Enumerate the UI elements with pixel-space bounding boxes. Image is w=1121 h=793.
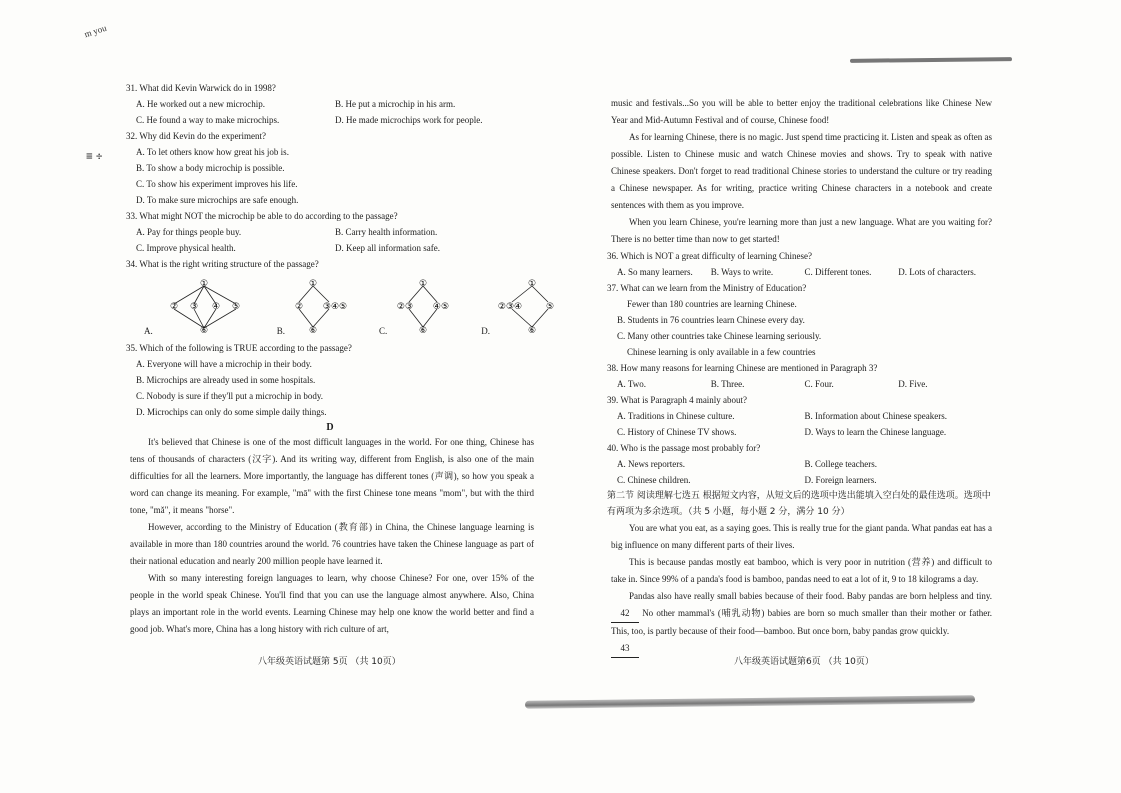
node-top: ① bbox=[199, 279, 208, 289]
question-33 bbox=[126, 208, 534, 256]
question-stem: 33. What might NOT the microchip be able to do according to the passage? bbox=[126, 211, 398, 221]
paragraph-text: Pandas also have really small babies because of their food. Baby pandas are born helpless and tiny. bbox=[629, 591, 992, 601]
structure-diagram-c bbox=[393, 278, 453, 336]
question-37 bbox=[607, 280, 992, 360]
structure-diagram-b bbox=[291, 278, 351, 336]
options bbox=[126, 144, 534, 208]
diagram-label: D. bbox=[481, 326, 491, 336]
options bbox=[607, 408, 992, 440]
node-bottom: ⑥ bbox=[199, 326, 208, 336]
node-bottom: ⑥ bbox=[419, 326, 428, 336]
node-right: ③④⑤ bbox=[322, 302, 348, 312]
option-c: C. Different tones. bbox=[804, 267, 872, 277]
passage-paragraph bbox=[611, 588, 992, 640]
node-bottom: ⑥ bbox=[527, 326, 537, 336]
option-b: B. Carry health information. bbox=[335, 227, 438, 237]
option-c: C. Nobody is sure if they'll put a microchip in body. bbox=[136, 391, 324, 401]
option-c: C. He found a way to make microchips. bbox=[136, 115, 280, 125]
question-stem: 34. What is the right writing structure of the passage? bbox=[126, 259, 319, 269]
binding-mark: ≡ ÷ bbox=[86, 149, 103, 163]
diagram-option-c bbox=[379, 278, 453, 336]
question-stem: 38. How many reasons for learning Chinese are mentioned in Paragraph 3? bbox=[607, 363, 878, 373]
option-a: A. To let others know how great his job is. bbox=[136, 147, 289, 157]
scan-artifact-bottom bbox=[525, 695, 975, 708]
option-b: B. College teachers. bbox=[804, 459, 877, 469]
option-b: B. He put a microchip in his arm. bbox=[335, 99, 456, 109]
option-b: B. Students in 76 countries learn Chinese every day. bbox=[617, 315, 805, 325]
structure-diagram-d bbox=[496, 278, 560, 336]
node-mid: ⑤ bbox=[231, 302, 240, 312]
structure-diagrams bbox=[144, 274, 555, 336]
question-stem: 40. Who is the passage most probably for? bbox=[607, 443, 761, 453]
option-a: A. Traditions in Chinese culture. bbox=[617, 411, 735, 421]
passage-paragraph: This is because pandas mostly eat bamboo, which is very poor in nutrition (营养) and difficult to take in. Since 99% of a panda's food is bamboo, pandas need to eat a lot of it, 9 to 18 kilograms a day. bbox=[611, 557, 992, 584]
option-a: A. Two. bbox=[617, 379, 646, 389]
structure-diagram-a bbox=[159, 278, 249, 336]
option-d: D. To make sure microchips are safe enough. bbox=[136, 195, 299, 205]
passage-paragraph: music and festivals...So you will be able to better enjoy the traditional celebrations like Chinese New Year and Mid-Autumn Festival and of course, Chinese food! bbox=[611, 98, 992, 125]
option-c: C. Chinese children. bbox=[617, 475, 691, 485]
corner-scan-text: m you bbox=[83, 22, 108, 40]
question-32 bbox=[126, 128, 534, 208]
question-34 bbox=[126, 256, 555, 336]
node-left: ② bbox=[294, 302, 304, 312]
options bbox=[126, 356, 534, 420]
option-b: B. To show a body microchip is possible. bbox=[136, 163, 285, 173]
option-b: B. Information about Chinese speakers. bbox=[804, 411, 947, 421]
option-d: D. He made microchips work for people. bbox=[335, 115, 483, 125]
options bbox=[607, 296, 992, 360]
options bbox=[126, 96, 534, 128]
question-39 bbox=[607, 392, 992, 440]
node-mid: ④ bbox=[211, 302, 220, 312]
question-stem: 39. What is Paragraph 4 mainly about? bbox=[607, 395, 748, 405]
node-mid: ③ bbox=[189, 302, 198, 312]
option-a: A. Everyone will have a microchip in their body. bbox=[136, 359, 312, 369]
node-bottom: ⑥ bbox=[308, 326, 318, 336]
option-d: D. Foreign learners. bbox=[804, 475, 877, 485]
node-mid: ② bbox=[169, 302, 178, 312]
right-page bbox=[607, 95, 992, 658]
question-31 bbox=[126, 80, 534, 128]
question-stem: 37. What can we learn from the Ministry of Education? bbox=[607, 283, 807, 293]
question-stem: 36. Which is NOT a great difficulty of learning Chinese? bbox=[607, 251, 812, 261]
answer-blank-42: 42 bbox=[611, 605, 639, 623]
passage-paragraph: However, according to the Ministry of Education (教育部) in China, the Chinese language learning is available in more than 180 countries around the world. 76 countries have taken the Chinese language as part of their national education and nearly 200 million people have learned it. bbox=[130, 522, 534, 566]
option-a: A. So many learners. bbox=[617, 267, 693, 277]
question-stem: 31. What did Kevin Warwick do in 1998? bbox=[126, 83, 276, 93]
passage-paragraph: It's believed that Chinese is one of the most difficult languages in the world. For one thing, Chinese has tens of thousands of characters (汉字). And its writing way, different from English, is also one of the main difficulties for all the learners. More importantly, the language has different tones (声调), so how you speak a word can change its meaning. For example, "mā" with the first Chinese tone means "mom", but with the third tone, "mǎ", it means "horse". bbox=[130, 437, 534, 515]
option-b: B. Three. bbox=[710, 379, 745, 389]
part-two-heading: 第二节 阅读理解七选五 根据短文内容，从短文后的选项中选出能填入空白处的最佳选项。选项中有两项为多余选项。（共 5 小题，每小题 2 分，满分 10 分） bbox=[607, 491, 991, 517]
diagram-option-a bbox=[144, 278, 249, 336]
options bbox=[126, 224, 534, 256]
question-35 bbox=[126, 340, 534, 420]
node-top: ① bbox=[527, 279, 537, 289]
option-d: D. Lots of characters. bbox=[898, 267, 976, 277]
passage-paragraph: When you learn Chinese, you're learning more than just a new language. What are you waiting for? There is no better time than now to get started! bbox=[611, 217, 992, 244]
diagram-label: B. bbox=[276, 326, 286, 336]
option-d: D. Ways to learn the Chinese language. bbox=[804, 427, 947, 437]
paragraph-text: No other mammal's (哺乳动物) babies are born so much smaller than their mother or father. This, too, is partly because of their food—bamboo. But once born, baby pandas grow quickly. bbox=[611, 608, 993, 636]
answer-blank-43: 43 bbox=[611, 640, 639, 658]
option-d: D. Keep all information safe. bbox=[335, 243, 440, 253]
node-top: ① bbox=[308, 279, 318, 289]
scan-artifact-top bbox=[850, 57, 1012, 63]
diagram-option-b bbox=[277, 278, 351, 336]
options bbox=[607, 376, 992, 392]
question-38 bbox=[607, 360, 992, 392]
option-c: C. Many other countries take Chinese learning seriously. bbox=[617, 331, 822, 341]
passage-paragraph: You are what you eat, as a saying goes. This is really true for the giant panda. What pandas eat has a big influence on many different parts of their lives. bbox=[611, 523, 992, 550]
option-a: A. Pay for things people buy. bbox=[136, 227, 242, 237]
question-40 bbox=[607, 440, 992, 488]
node-left: ②③ bbox=[397, 302, 414, 312]
option-a: A. News reporters. bbox=[617, 459, 685, 469]
option-d: D. Five. bbox=[898, 379, 928, 389]
passage-paragraph: With so many interesting foreign languages to learn, why choose Chinese? For one, over 15% of the people in the world speak Chinese. You'll find that you can use the language almost anywhere. Also, China plays an important role in the world events. Learning Chinese may help one know the world better and find a good job. What's more, China has a long history with rich culture of art, bbox=[130, 573, 534, 634]
options bbox=[607, 456, 992, 488]
question-stem: 32. Why did Kevin do the experiment? bbox=[126, 131, 267, 141]
page-footer: 八年级英语试题第 5页 （共 10页） bbox=[258, 657, 401, 667]
question-36 bbox=[607, 248, 992, 280]
left-page bbox=[126, 80, 555, 638]
option-b: B. Microchips are already used in some hospitals. bbox=[136, 375, 316, 385]
node-top: ① bbox=[419, 279, 428, 289]
diagram-label: A. bbox=[144, 326, 153, 336]
diagram-option-d bbox=[481, 278, 560, 336]
option-a: A. He worked out a new microchip. bbox=[136, 99, 265, 109]
option-c: C. History of Chinese TV shows. bbox=[617, 427, 737, 437]
node-right: ④⑤ bbox=[433, 302, 450, 312]
passage-paragraph: As for learning Chinese, there is no magic. Just spend time practicing it. Listen and speak as often as possible. Listen to Chinese music and watch Chinese movies and shows. Try to speak with native Chinese speakers. Don't forget to read traditional Chinese stories to understand the culture or try reading a Chinese newspaper. As for writing, practice writing Chinese characters in a notebook and create sentences with them as you improve. bbox=[611, 132, 992, 210]
option-a: Fewer than 180 countries are learning Chinese. bbox=[627, 299, 797, 309]
page-footer: 八年级英语试题第6页 （共 10页） bbox=[734, 657, 874, 667]
option-c: C. Improve physical health. bbox=[136, 243, 236, 253]
option-d: Chinese learning is only available in a few countries bbox=[627, 347, 816, 357]
section-heading: D bbox=[326, 422, 334, 433]
node-right: ⑤ bbox=[545, 302, 555, 312]
option-c: C. To show his experiment improves his life. bbox=[136, 179, 298, 189]
options bbox=[607, 264, 992, 280]
option-b: B. Ways to write. bbox=[710, 267, 774, 277]
question-stem: 35. Which of the following is TRUE according to the passage? bbox=[126, 343, 352, 353]
option-c: C. Four. bbox=[804, 379, 834, 389]
diagram-label: C. bbox=[379, 326, 388, 336]
option-d: D. Microchips can only do some simple daily things. bbox=[136, 407, 327, 417]
node-left: ②③④ bbox=[497, 302, 523, 312]
